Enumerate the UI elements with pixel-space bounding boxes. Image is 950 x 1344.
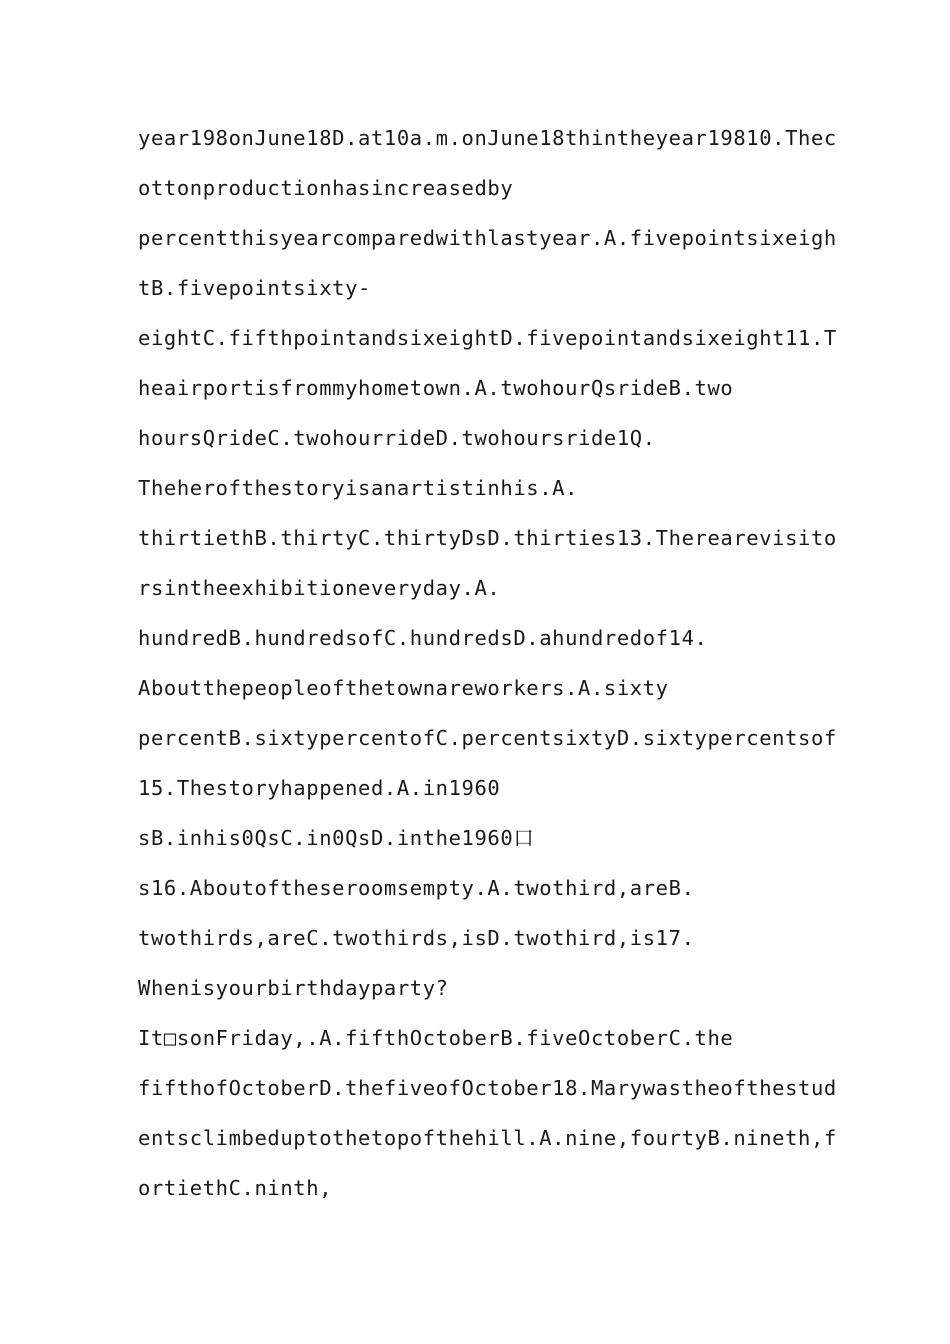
text-line: twothirds,areC.twothirds,isD.twothird,is17. (138, 926, 695, 950)
text-line: percentB.sixtypercentofC.percentsixtyD.sixtypercentsof (138, 726, 837, 750)
text-line: It□sonFriday,.A.fifthOctoberB.fiveOctoberC.the (138, 1026, 734, 1050)
text-line: Theherofthestoryisanartistinhis.A. (138, 476, 579, 500)
text-line: Whenisyourbirthdayparty? (138, 976, 449, 1000)
text-line: year198onJune18D.at10a.m.onJune18thintheyear19810.Thec (138, 126, 837, 150)
text-line: Aboutthepeopleofthetownareworkers.A.sixty (138, 676, 669, 700)
text-line: hundredB.hundredsofC.hundredsD.ahundredof14. (138, 626, 708, 650)
text-line: fifthofOctoberD.thefiveofOctober18.Marywastheofthestud (138, 1076, 837, 1100)
text-line: entsclimbeduptothetopofthehill.A.nine,fourtyB.nineth,f (138, 1126, 837, 1150)
text-line: ortiethC.ninth, (138, 1176, 333, 1200)
text-line: 15.Thestoryhappened.A.in1960 (138, 776, 501, 800)
text-line: heairportisfrommyhometown.A.twohourQsrideB.two (138, 376, 734, 400)
text-line: sB.inhis0QsC.in0QsD.inthe1960口 (138, 826, 535, 850)
text-line: s16.Aboutoftheseroomsempty.A.twothird,areB. (138, 876, 695, 900)
text-line: eightC.fifthpointandsixeightD.fivepointandsixeight11.T (138, 326, 837, 350)
text-line: tB.fivepointsixty- (138, 276, 371, 300)
text-line: hoursQrideC.twohourrideD.twohoursride1Q. (138, 426, 656, 450)
text-line: percentthisyearcomparedwithlastyear.A.fivepointsixeigh (138, 226, 837, 250)
document-text (138, 118, 838, 1218)
text-line: thirtiethB.thirtyC.thirtyDsD.thirties13.Therearevisito (138, 526, 837, 550)
text-line: rsintheexhibitioneveryday.A. (138, 576, 501, 600)
text-line: ottonproductionhasincreasedby (138, 176, 514, 200)
